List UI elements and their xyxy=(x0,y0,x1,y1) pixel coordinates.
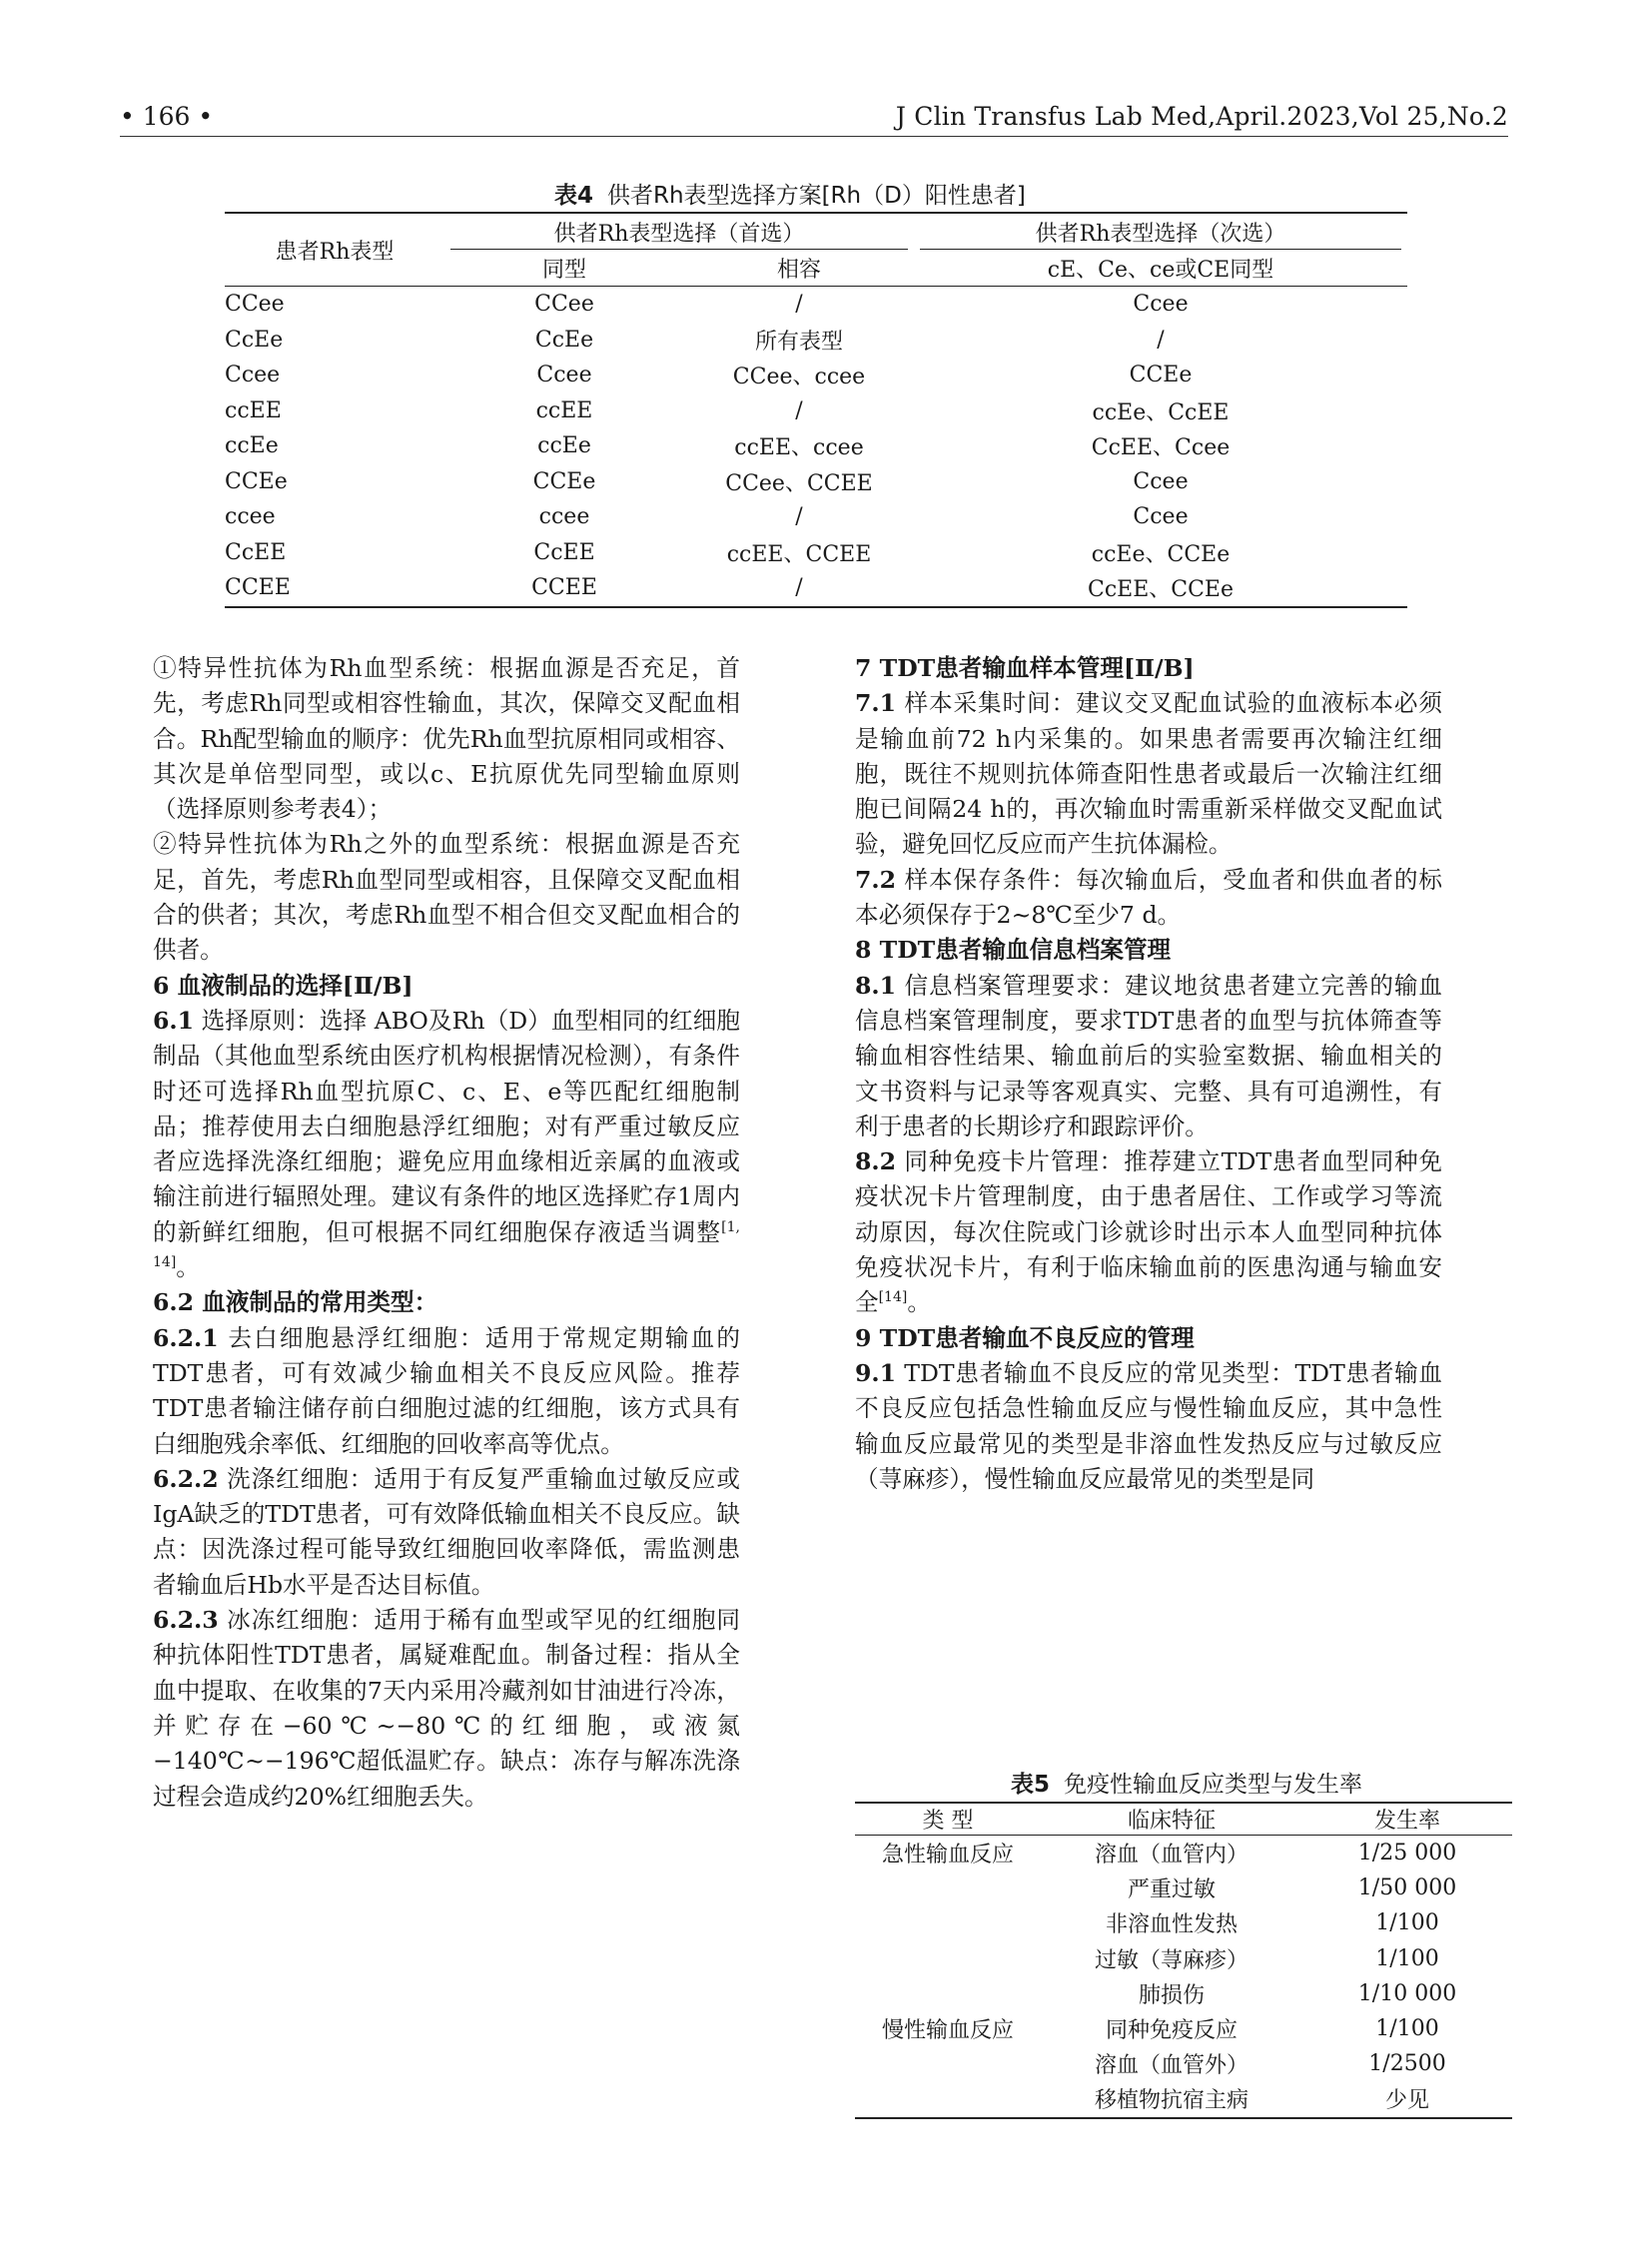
table4 xyxy=(225,212,1407,608)
table-row: CcEE CcEE ccEE、CCEE ccEe、CCEe xyxy=(225,539,1231,567)
table4-title: 供者Rh表型选择方案[Rh（D）阳性患者] xyxy=(607,183,1026,209)
table5-header-row xyxy=(855,1803,1512,1836)
table4-sub-same: 同型 xyxy=(444,250,684,287)
table-row: 急性输血反应 溶血（血管内） 1/25 000 xyxy=(855,1836,1512,1871)
table5-caption xyxy=(1011,1766,1362,1799)
table4-group-second: 供者Rh表型选择（次选） xyxy=(914,213,1407,250)
table-row: CcEe CcEe 所有表型 / xyxy=(225,327,1165,355)
paragraph-6-2-2: 6.2.2 洗涤红细胞：适用于有反复严重输血过敏反应或IgA缺乏的TDT患者，可有效降低输血相关不良反应。缺点：因洗涤过程可能导致红细胞回收率降低，需监测患者输血后Hb水平是否达目标值。 xyxy=(153,1464,740,1599)
paragraph-7-2: 7.2 样本保存条件：每次输血后，受血者和供血者的标本必须保存于2~8℃至少7 d。 xyxy=(855,865,1442,930)
table-row: CCee CCee / Ccee xyxy=(225,292,1189,318)
paragraph-7-1: 7.1 样本采集时间：建议交叉配血试验的血液标本必须是输血前72 h内采集的。如果患者需要再次输注红细胞，既往不规则抗体筛查阳性患者或最后一次输注红细胞已间隔24 h的，再次输血时需重新采样做交叉配血试验，避免回忆反应而产生抗体漏检。 xyxy=(855,689,1442,859)
citation: [1, 14] xyxy=(153,1218,740,1271)
right-column xyxy=(855,651,1442,1497)
table5-type-acute: 急性输血反应 xyxy=(881,1843,1014,1868)
page-number: • 166 • xyxy=(120,102,214,131)
paragraph-6-1: 6.1 选择原则：选择 ABO及Rh（D）血型相同的红细胞制品（其他血型系统由医疗机构根据情况检测），有条件时还可选择Rh血型抗原C、c、E、e等匹配红细胞制品；推荐使用去白细胞悬浮红细胞；对有严重过敏反应者应选择洗涤红细胞；避免应用血缘相近亲属的血液或输注前进行辐照处理。建议有条件的地区选择贮存1周内的新鲜红细胞，但可根据不同红细胞保存液适当调整[1, 14]。 xyxy=(153,1006,740,1282)
table-row: ccee ccee / Ccee xyxy=(225,504,1189,530)
section-heading-9: 9 TDT患者输血不良反应的管理 xyxy=(855,1323,1195,1352)
table4-sub-second: cE、Ce、ce或CE同型 xyxy=(914,250,1407,287)
paragraph-6-2-3: 6.2.3 冰冻红细胞：适用于稀有血型或罕见的红细胞同种抗体阳性TDT患者，属疑难配血。制备过程：指从全血中提取、在收集的7天内采用冷藏剂如甘油进行冷冻，并贮存在−60℃~−80℃的红细胞，或液氮−140℃~−196℃超低温贮存。缺点：冻存与解冻洗涤过程会造成约20%红细胞丢失。 xyxy=(153,1606,740,1811)
table5-type-chronic: 慢性输血反应 xyxy=(855,2011,1041,2118)
table-row: 非溶血性发热 1/100 xyxy=(1105,1910,1439,1938)
table-row: ccEe ccEe ccEE、ccee CcEE、Ccee xyxy=(225,433,1231,461)
table5-title: 免疫性输血反应类型与发生率 xyxy=(1064,1772,1363,1798)
running-header xyxy=(120,102,1508,137)
table5-label: 表5 xyxy=(1011,1772,1051,1798)
paragraph-6-2-1: 6.2.1 去白细胞悬浮红细胞：适用于常规定期输血的TDT患者，可有效减少输血相关不良反应风险。推荐TDT患者输注储存前白细胞过滤的红细胞，该方式具有白细胞残余率低、红细胞的回收率高等优点。 xyxy=(153,1323,740,1458)
table5-col-type: 类 型 xyxy=(855,1803,1041,1836)
table4-label: 表4 xyxy=(554,183,594,209)
table-row: ccEE ccEE / ccEe、CcEE xyxy=(225,397,1230,425)
table4-caption xyxy=(554,177,1026,210)
citation: [14] xyxy=(878,1289,908,1306)
paragraph: ①特异性抗体为Rh血型系统：根据血源是否充足，首先，考虑Rh同型或相容性输血，其次，保障交叉配血相合。Rh配型输血的顺序：优先Rh血型抗原相同或相容、其次是单倍型同型，或以c、E抗原优先同型输血原则（选择原则参考表4）； xyxy=(153,654,740,824)
table5-col-feature: 临床特征 xyxy=(1041,1803,1302,1836)
left-column xyxy=(153,651,740,1815)
table-row: 慢性输血反应 同种免疫反应 1/100 xyxy=(855,2011,1512,2046)
table-row: 移植物抗宿主病 少见 xyxy=(855,2081,1512,2117)
table5 xyxy=(855,1802,1512,2119)
section-heading-7: 7 TDT患者输血样本管理[Ⅱ/B] xyxy=(855,654,1195,682)
table4-group-first: 供者Rh表型选择（首选） xyxy=(444,213,914,250)
section-heading-6-2: 6.2 血液制品的常用类型： xyxy=(153,1288,438,1317)
table5-col-rate: 发生率 xyxy=(1302,1803,1512,1836)
table-row: 肺损伤 1/10 000 xyxy=(1138,1980,1457,2008)
paragraph-8-1: 8.1 信息档案管理要求：建议地贫患者建立完善的输血信息档案管理制度，要求TDT患者的血型与抗体筛查等输血相容性结果、输血前后的实验室数据、输血相关的文书资料与记录等客观真实、完整、具有可追溯性，有利于患者的长期诊疗和跟踪评价。 xyxy=(855,971,1442,1140)
table-row: CCEE CCEE / CcEE、CCEe xyxy=(225,570,1407,607)
table-row: 严重过敏 1/50 000 xyxy=(1127,1875,1457,1903)
paragraph-9-1: 9.1 TDT患者输血不良反应的常见类型：TDT患者输血不良反应包括急性输血反应与慢性输血反应，其中急性输血反应最常见的类型是非溶血性发热反应与过敏反应（荨麻疹），慢性输血反应最常见的类型是同 xyxy=(855,1358,1442,1493)
table-row: Ccee Ccee CCee、ccee CCEe xyxy=(225,363,1193,390)
table4-col-patient: 患者Rh表型 xyxy=(225,213,444,287)
section-heading-6: 6 血液制品的选择[Ⅱ/B] xyxy=(153,971,413,1000)
table4-sub-compatible: 相容 xyxy=(684,250,914,287)
table4-header-row-1 xyxy=(225,213,1407,250)
paragraph: ②特异性抗体为Rh之外的血型系统：根据血源是否充足，首先，考虑Rh血型同型或相容，且保障交叉配血相合的供者；其次，考虑Rh血型不相合但交叉配血相合的供者。 xyxy=(153,830,740,965)
table-row: 溶血（血管外） 1/2500 xyxy=(1094,2051,1446,2079)
table-row: 过敏（荨麻疹） 1/100 xyxy=(1094,1945,1439,1973)
paragraph-8-2: 8.2 同种免疫卡片管理：推荐建立TDT患者血型同种免疫状况卡片管理制度，由于患者居住、工作或学习等流动原因，每次住院或门诊就诊时出示本人血型同种抗体免疫状况卡片，有利于临床输血前的医患沟通与输血安全[14]。 xyxy=(855,1147,1442,1317)
table-row: CCEe CCEe CCee、CCEE Ccee xyxy=(225,468,1189,496)
section-heading-8: 8 TDT患者输血信息档案管理 xyxy=(855,936,1172,965)
journal-citation: J Clin Transfus Lab Med,April.2023,Vol 25,No.2 xyxy=(895,102,1508,131)
